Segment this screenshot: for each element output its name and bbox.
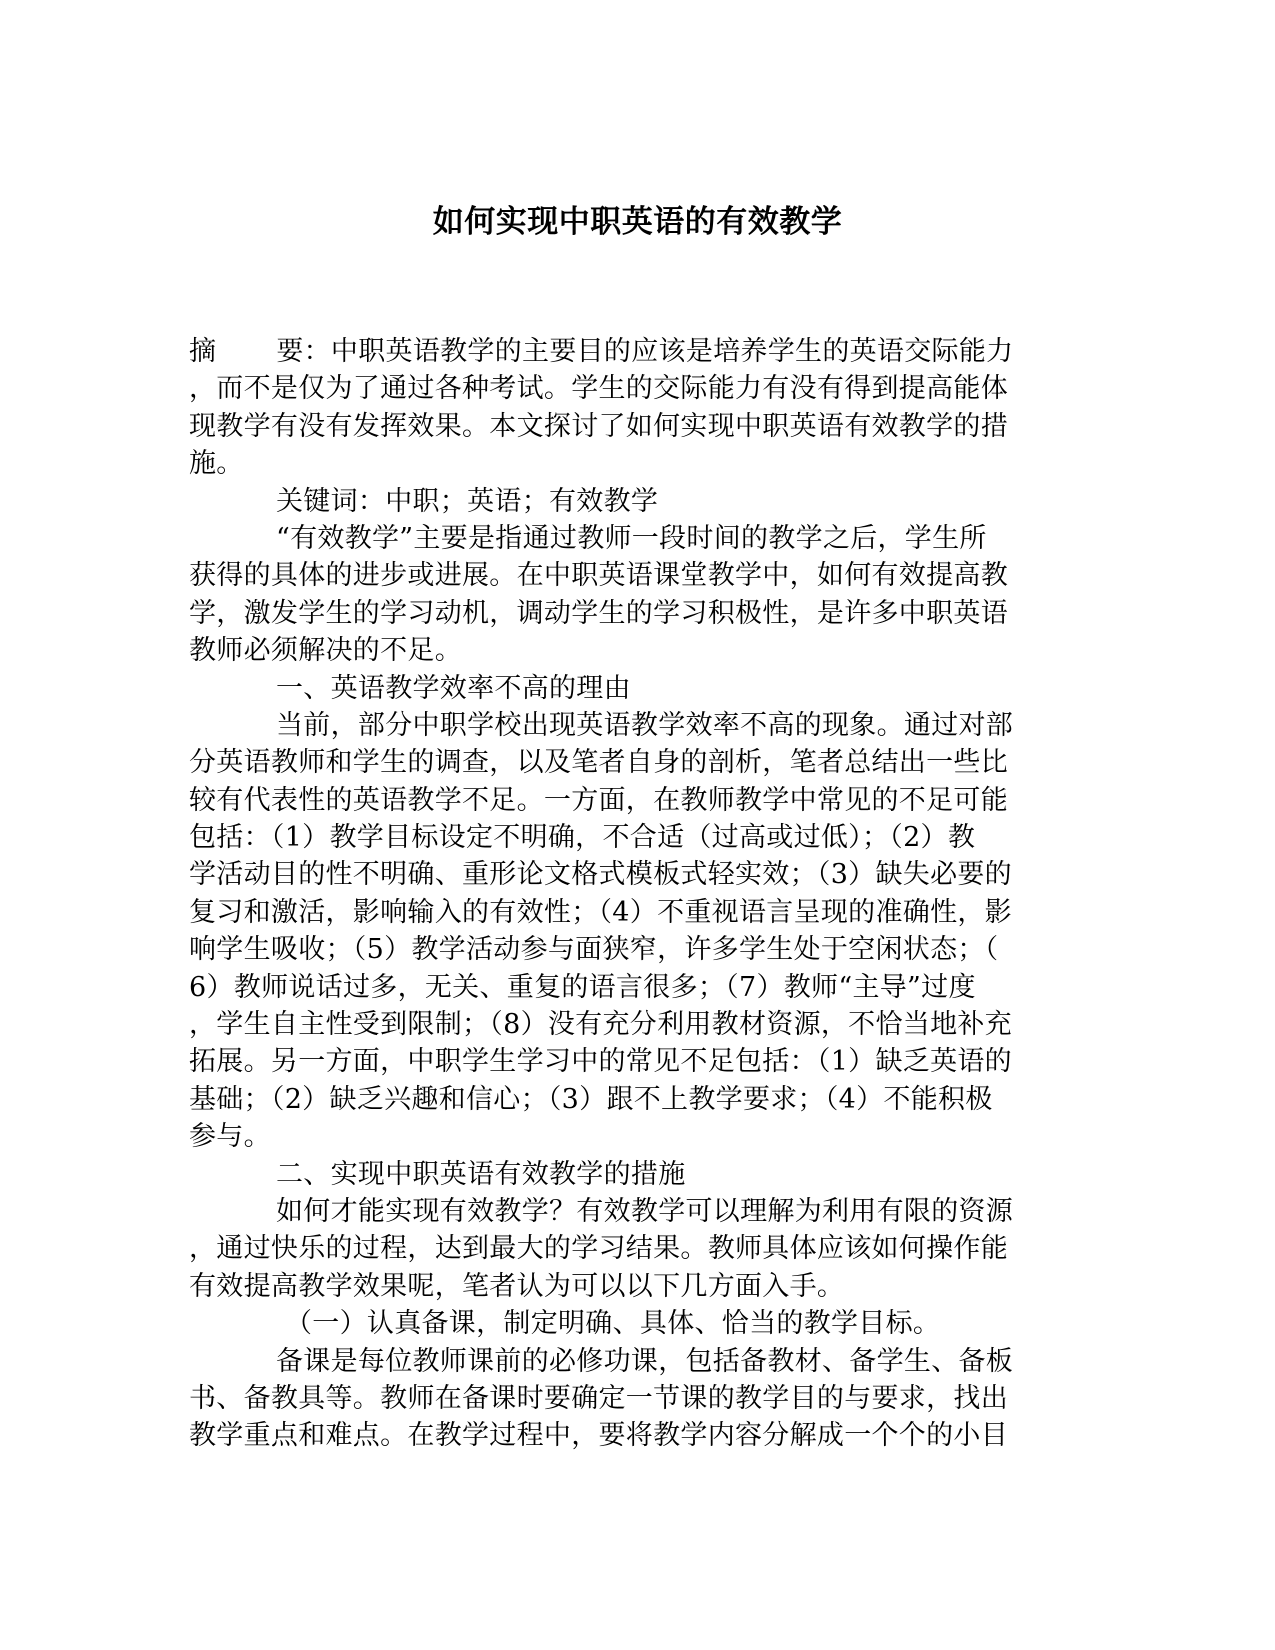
paragraph-line: 基础；（2）缺乏兴趣和信心；（3）跟不上教学要求；（4）不能积极 — [189, 1083, 993, 1115]
paragraph-line: 响学生吸收；（5）教学活动参与面狭窄，许多学生处于空闲状态；（ — [189, 934, 999, 966]
paragraph-line: 学活动目的性不明确、重形论文格式模板式轻实效；（3）缺失必要的 — [189, 859, 1012, 891]
paragraph-line: 教学重点和难点。在教学过程中，要将教学内容分解成一个个的小目 — [189, 1420, 1008, 1452]
paragraph-line: ，学生自主性受到限制；（8）没有充分利用教材资源，不恰当地补充 — [189, 1009, 1012, 1041]
paragraph-line: 备课是每位教师课前的必修功课，包括备教材、备学生、备板 — [276, 1345, 1014, 1377]
paragraph-line: 教师必须解决的不足。 — [189, 635, 462, 667]
section-heading: 一、英语教学效率不高的理由 — [276, 672, 631, 704]
paragraph-line: 学，激发学生的学习动机，调动学生的学习积极性，是许多中职英语 — [189, 597, 1008, 629]
paragraph-line: 当前，部分中职学校出现英语教学效率不高的现象。通过对部 — [276, 709, 1014, 741]
paragraph-line: 较有代表性的英语教学不足。一方面，在教师教学中常见的不足可能 — [189, 784, 1008, 816]
abstract-label-part-1: 摘 — [189, 336, 217, 367]
paragraph-line: 分英语教师和学生的调查，以及笔者自身的剖析，笔者总结出一些比 — [189, 747, 1008, 779]
abstract-line — [189, 333, 1079, 370]
paragraph-line: 施。 — [189, 448, 244, 480]
paragraph-line: ，通过快乐的过程，达到最大的学习结果。教师具体应该如何操作能 — [189, 1233, 1008, 1265]
document-body — [189, 333, 1079, 1455]
paragraph-line: 现教学有没有发挥效果。本文探讨了如何实现中职英语有效教学的措 — [189, 410, 1008, 442]
paragraph-line: ，而不是仅为了通过各种考试。学生的交际能力有没有得到提高能体 — [189, 373, 1008, 405]
paragraph-line: 6）教师说话过多，无关、重复的语言很多；（7）教师“主导”过度 — [189, 971, 976, 1003]
paragraph-line: 中职英语教学的主要目的应该是培养学生的英语交际能力 — [330, 336, 1014, 367]
paragraph-line: 包括：（1）教学目标设定不明确，不合适（过高或过低）；（2）教 — [189, 822, 976, 854]
subsection-heading: （一）认真备课，制定明确、具体、恰当的教学目标。 — [285, 1308, 941, 1340]
document-title: 如何实现中职英语的有效教学 — [432, 204, 843, 240]
paragraph-line: 书、备教具等。教师在备课时要确定一节课的教学目的与要求，找出 — [189, 1382, 1008, 1414]
paragraph-line: “有效教学”主要是指通过教师一段时间的教学之后，学生所 — [276, 522, 987, 554]
paragraph-line: 有效提高教学效果呢，笔者认为可以以下几方面入手。 — [189, 1270, 845, 1302]
paragraph-line: 如何才能实现有效教学？有效教学可以理解为利用有限的资源 — [276, 1195, 1014, 1227]
keywords-line: 关键词：中职；英语；有效教学 — [276, 485, 659, 517]
paragraph-line: 拓展。另一方面，中职学生学习中的常见不足包括：（1）缺乏英语的 — [189, 1046, 1012, 1078]
section-heading: 二、实现中职英语有效教学的措施 — [276, 1158, 686, 1190]
abstract-label-part-2: 要： — [276, 336, 331, 367]
paragraph-line: 复习和激活，影响输入的有效性；（4）不重视语言呈现的准确性，影 — [189, 896, 1012, 928]
paragraph-line: 参与。 — [189, 1121, 271, 1153]
paragraph-line: 获得的具体的进步或进展。在中职英语课堂教学中，如何有效提高教 — [189, 560, 1008, 592]
